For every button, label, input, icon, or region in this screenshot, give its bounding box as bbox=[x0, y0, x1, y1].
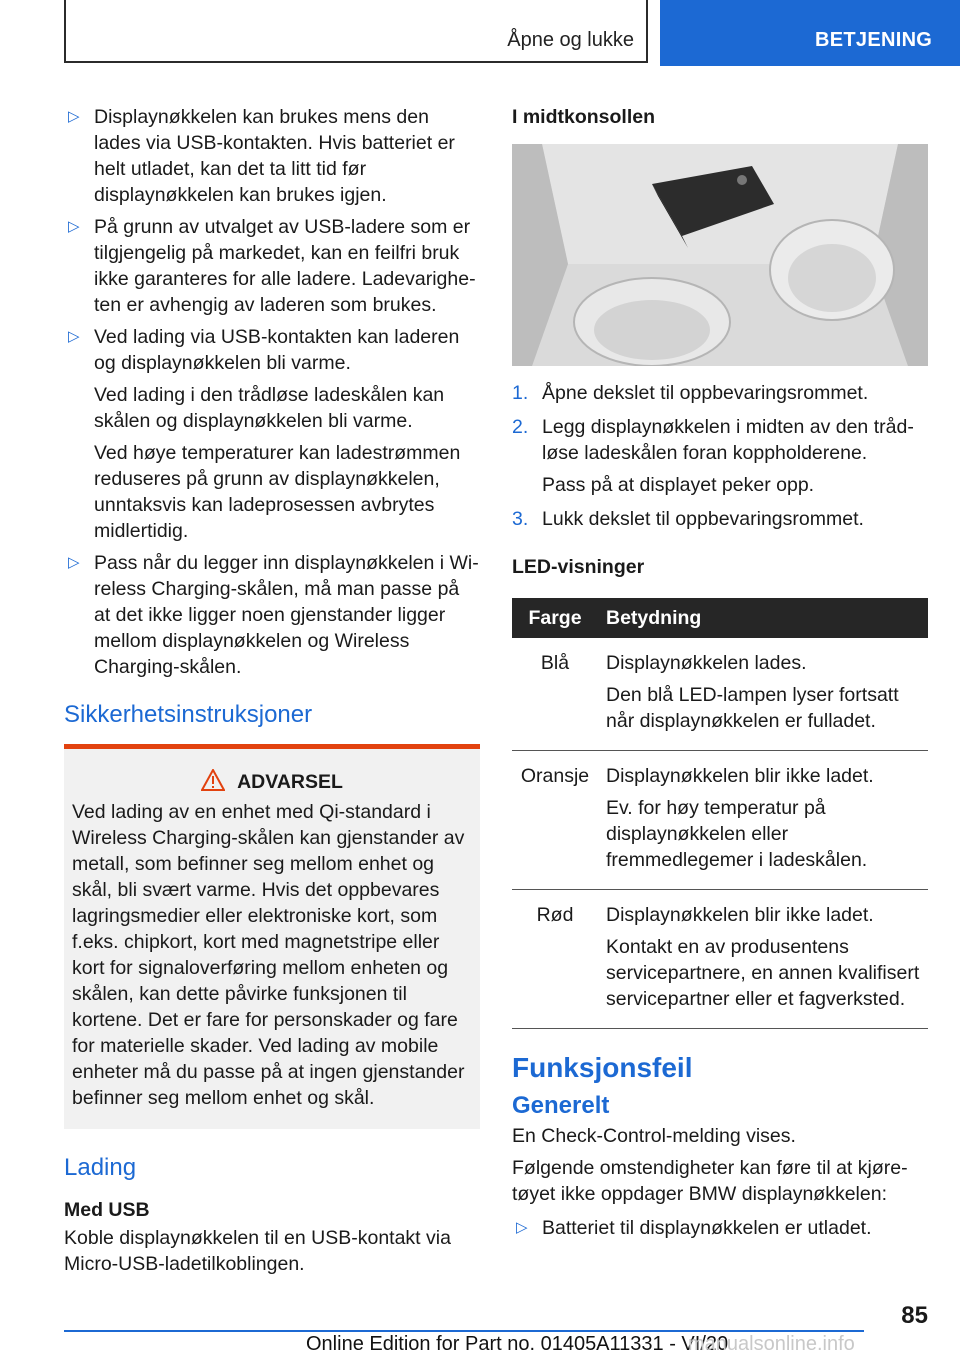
table-row bbox=[512, 638, 928, 751]
bullet-text: Displaynøkkelen kan brukes mens den lades via USB-kontakten. Hvis batteriet er helt utladet, kan det ta litt tid før displaynøkkelen kan brukes igjen. bbox=[94, 106, 455, 206]
led-meaning-text: Kontakt en av produsentens servicepartnere, en annen kvalifisert servicepartner eller et fagverksted. bbox=[606, 936, 920, 1010]
led-meaning-text: Displaynøkkelen blir ikke ladet. bbox=[606, 904, 874, 926]
step-text: Pass på at displayet peker opp. bbox=[542, 474, 815, 496]
center-console-photo bbox=[512, 144, 928, 366]
led-color-cell: Oransje bbox=[512, 751, 598, 890]
chapter-title: BETJENING bbox=[815, 29, 933, 51]
step-list bbox=[512, 380, 928, 532]
funksjonsfeil-heading: Funksjonsfeil bbox=[512, 1052, 693, 1083]
bullet-text: Pass når du legger inn displaynøkkelen i Wireless Charging-skålen, må man passe på at det ikke ligger noen gjenstander ligger mellom displaynøkkelen og Wireless Charging-skålen. bbox=[94, 552, 479, 678]
edition-note: Online Edition for Part no. 01405A11331 - VI/20 bbox=[306, 1333, 729, 1355]
led-meaning-cell bbox=[598, 751, 928, 890]
footer-rule bbox=[64, 1330, 864, 1332]
led-meaning-text: Displaynøkkelen lades. bbox=[606, 652, 807, 674]
generelt-text bbox=[512, 1123, 928, 1207]
console-illustration bbox=[512, 144, 928, 366]
step-item bbox=[512, 414, 928, 498]
warning-icon bbox=[201, 769, 225, 791]
warning-box bbox=[64, 744, 480, 1129]
led-heading: LED-visninger bbox=[512, 556, 645, 578]
usb-heading: Med USB bbox=[64, 1199, 150, 1221]
bullet-triangle-icon: ▷ bbox=[68, 554, 80, 571]
step-text: Lukk dekslet til oppbevaringsrommet. bbox=[542, 508, 864, 530]
table-header-meaning: Betydning bbox=[598, 598, 928, 638]
bullet-text: På grunn av utvalget av USB-ladere som er tilgjengelig på markedet, kan en feilfri bruk ikke garanteres for alle ladere. Ladevarigheten er avhengig av laderen som brukes. bbox=[94, 216, 476, 316]
bullet-triangle-icon: ▷ bbox=[68, 328, 80, 345]
warning-title bbox=[72, 769, 472, 795]
bullet-item bbox=[64, 104, 480, 208]
warning-title-text: ADVARSEL bbox=[237, 771, 343, 793]
generelt-line: En Check-Control-melding vises. bbox=[512, 1125, 796, 1147]
generelt-bullet-text: Batteriet til displaynøkkelen er utladet. bbox=[542, 1217, 872, 1239]
table-header-color: Farge bbox=[512, 598, 598, 638]
lading-heading: Lading bbox=[64, 1154, 137, 1181]
led-meaning-text: Den blå LED-lampen lyser fortsatt når displaynøkkelen er fulladet. bbox=[606, 684, 899, 732]
bullet-triangle-icon: ▷ bbox=[516, 1219, 528, 1236]
step-number: 1. bbox=[512, 382, 529, 404]
bullet-item bbox=[64, 214, 480, 318]
step-text: Legg displaynøkkelen i midten av den trådløse ladeskålen foran koppholderene. bbox=[542, 416, 914, 464]
generelt-bullet bbox=[512, 1215, 928, 1241]
midtkonsoll-heading: I midtkonsollen bbox=[512, 106, 656, 128]
step-number: 3. bbox=[512, 508, 529, 530]
table-row bbox=[512, 751, 928, 890]
led-color-cell: Rød bbox=[512, 890, 598, 1029]
led-table bbox=[512, 598, 928, 1029]
bullet-text: Ved lading i den trådløse ladeskålen kan skålen og displaynøkkelen bli varme. bbox=[94, 384, 445, 432]
section-title: Åpne og lukke bbox=[507, 29, 634, 51]
step-item bbox=[512, 380, 928, 406]
bullet-item bbox=[64, 324, 480, 544]
usb-text: Koble displaynøkkelen til en USB-kontakt via Micro-USB-ladetilkoblingen. bbox=[64, 1227, 451, 1275]
step-number: 2. bbox=[512, 416, 529, 438]
bullet-triangle-icon: ▷ bbox=[68, 218, 80, 235]
step-text: Åpne dekslet til oppbevaringsrommet. bbox=[542, 382, 869, 404]
safety-heading: Sikkerhetsinstruksjoner bbox=[64, 701, 313, 728]
generelt-heading: Generelt bbox=[512, 1092, 610, 1119]
led-color-cell: Blå bbox=[512, 638, 598, 751]
table-row bbox=[512, 890, 928, 1029]
page-number: 85 bbox=[901, 1302, 928, 1329]
bullet-triangle-icon: ▷ bbox=[68, 108, 80, 125]
bullet-text: Ved lading via USB-kontakten kan laderen og displaynøkkelen bli varme. bbox=[94, 326, 460, 374]
right-column bbox=[512, 104, 928, 1247]
led-meaning-cell bbox=[598, 890, 928, 1029]
watermark: manualsonline.info bbox=[688, 1333, 855, 1355]
generelt-line: Følgende omstendigheter kan føre til at kjøretøyet ikke oppdager BMW displaynøkkelen: bbox=[512, 1157, 908, 1205]
left-column bbox=[64, 104, 480, 1277]
led-meaning-text: Ev. for høy temperatur på displaynøkkelen eller fremmedlegemer i ladeskålen. bbox=[606, 797, 868, 871]
bullet-text: Ved høye temperaturer kan ladestrømmen reduseres på grunn av displaynøkkelen, unntaksvis kan ladeprosessen avbrytes midlertidig. bbox=[94, 442, 461, 542]
led-meaning-cell bbox=[598, 638, 928, 751]
led-meaning-text: Displaynøkkelen blir ikke ladet. bbox=[606, 765, 874, 787]
warning-text: Ved lading av en enhet med Qi-standard i Wireless Charging-skålen kan gjenstander av metall, som befinner seg mellom enhet og skål, bli svært varme. Hvis det oppbevares lagringsmedier eller elektroniske kort, som f.eks. chipkort, kort med magnetstripe eller kort for signaloverføring mellom enheten og skålen, kan dette påvirke funksjonen til kortene. Det er fare for personskader og fare for materielle skader. Ved lading av mobile enheter må du passe på at ingen gjenstander befinner seg mellom enhet og skål. bbox=[72, 801, 465, 1109]
bullet-list bbox=[64, 104, 480, 680]
bullet-item bbox=[64, 550, 480, 680]
chapter-tab bbox=[660, 0, 960, 66]
step-item bbox=[512, 506, 928, 532]
